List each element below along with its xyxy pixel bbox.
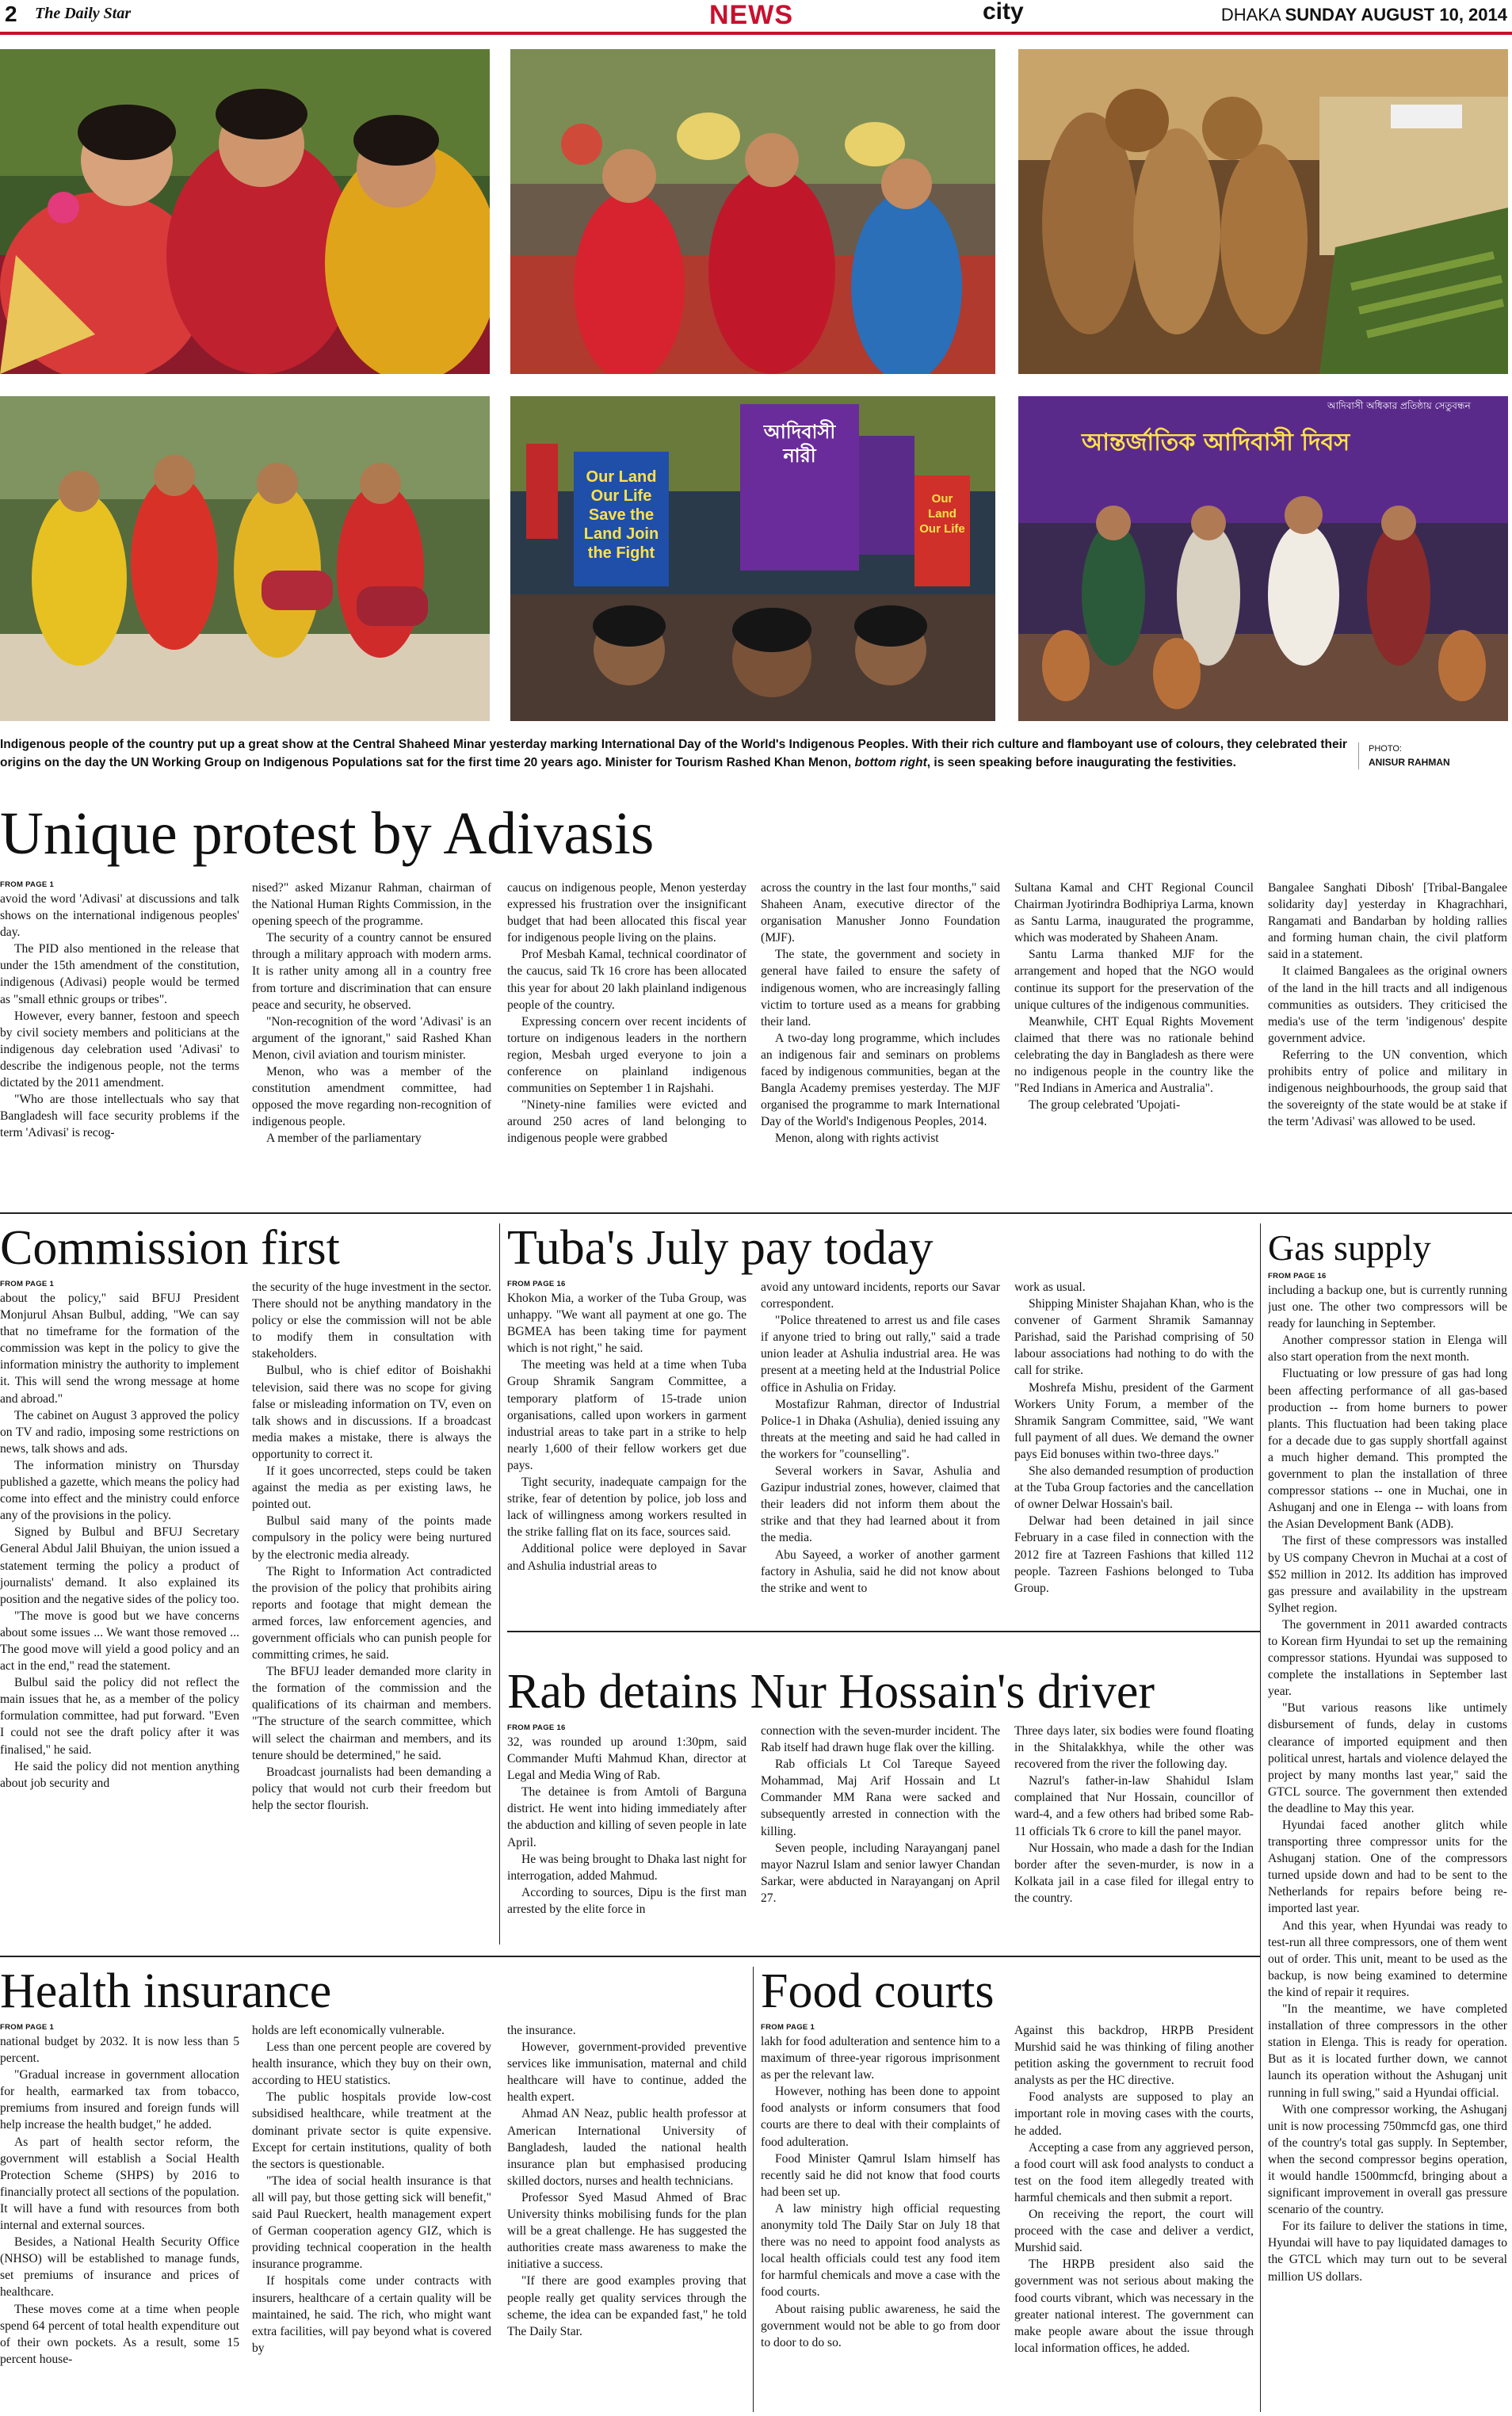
adivasi-col-1: FROM PAGE 1 avoid the word 'Adivasi' at discussions and talk shows on the international indigenous peoples' day. The PID also mentioned in the release that under the 15th amendment of the constitution, indigenous (Adivasi) people would be termed as "small ethnic groups or tribes". However, every banner, festoon and speech by civil society members and politicians at the indigenous day celebration used 'Adivasi' to describe the indigenous people, not the terms dictated by the 2011 amendment. "Who are those intellectuals who say that Bangladesh will face security problems if the term 'Adivasi' is recog- [0,880,239,1140]
page-masthead [0,0,1512,32]
gas-col-1: FROM PAGE 16 including a backup one, but is currently running just one. The other two compressors will be ready for launching in September. Another compressor station in Elenga will also start operation from the next month. Fluctuating or low pressure of gas had long been affecting performance of all gas-based production -- from home burners to power plants. This fluctuation had been taking place for a decade due to gas supply shortfall against a much higher demand. This prompted the government to plan the installation of three compressor stations -- one in Muchai, one in Ashuganj and one in Elenga -- with loans from the Asian Development Bank (ADB). The first of these compressors was installed by US company Chevron in Muchai at a cost of $52 million in 2012. Its addition has improved gas pressure and availability in the upstream Sylhet region. The government in 2011 awarded contracts to Korean firm Hyundai to set up the remaining compressor stations. Hyundai was supposed to complete the installations in September last year. "But various reasons like untimely disbursement of funds, delay in customs clearance of imported equipment and then political unrest, hartals and violence delayed the project by many months last year," said the GTCL source. The government then extended the deadline to May this year. Hyundai faced another glitch while transporting three compressor units for the Ashuganj station. One of the compressors turned upside down and had to be sent to the Netherlands for repairs before being re-imported last year. And this year, when Hyundai was ready to test-run all three compressors, one of them went out of order. This unit, meant to be used as the backup, is now being examined to determine the kind of repair it requires. "In the meantime, we have completed installation of three compressors in the other station in Elenga. This is ready for operation. But as it is located further down, we cannot launch its operation without the Ashuganj unit running in full swing," said a Hyundai official. With one compressor working, the Ashuganj unit is now processing 750mmcfd gas, one third of the country's total gas supply. In September, when the second compressor begins operation, it would handle 1500mmcfd, bringing about a significant improvement in overall gas pressure scenario of the country. For its failure to deliver the stations in time, Hyundai will have to pay liquidated damages to the GTCL which may turn out to be several million US dollars. [1268,1272,1507,2284]
commission-col-1: FROM PAGE 1 about the policy," said BFUJ President Monjurul Ahsan Bulbul, adding, "We can say that no timeframe for the formation of the commission was kept in the policy to give the information ministry the authority to implement it. This will send the wrong message at home and abroad." The cabinet on August 3 approved the policy on TV and radio, imposing some restrictions on news, talk shows and ads. The information ministry on Thursday published a gazette, which means the policy had come into effect and the ministry could enforce any of the provisions in the policy. Signed by Bulbul and BFUJ Secretary General Abdul Jalil Bhuiyan, the union issued a statement terming the policy a product of journalists' demand. It also explained its position and the negative sides of the policy too. "The move is good but we have concerns about some issues ... We want those removed ... The good move will yield a good policy and an act in the end," read the statement. Bulbul said the policy did not reflect the main issues that he, as a member of the policy formulation committee, had put forward. "Even I could not see the draft policy after it was finalised," he said. He said the policy did not mention anything about job security and [0,1280,239,1790]
adivasi-col-4: across the country in the last four months," said Shaheen Anam, executive director of the organisation Manusher Jonno Foundation (MJF). The state, the government and society in general have failed to ensure the safety of indigenous women, who are increasingly falling victim to torture used as a means for grabbing their land. A two-day long programme, which includes an indigenous fair and seminars on problems faced by indigenous communities, began at the Bangla Academy premises yesterday. The MJF organised the programme to mark International Day of the World's Indigenous Peoples, 2014. Menon, along with rights activist [761,881,1000,1146]
headline-health: Health insurance [0,1964,332,2018]
photo-caption: Indigenous people of the country put up a great show at the Central Shaheed Minar yesterday marking International Day of the World's Indigenous Peoples. With their rich culture and flamboyant use of colours, they celebrated their origins on the day the UN Working Group on Indigenous Populations sat for the first time 20 years ago. Minister for Tourism Rashed Khan Menon, bottom right, is seen speaking before inaugurating the festivities. [0,738,1347,769]
adivasi-col-5: Sultana Kamal and CHT Regional Council Chairman Jyotirindra Bodhipriya Larma, known as Santu Larma, inaugurated the programme, which was moderated by Shaheen Anam. Santu Larma thanked MJF for the arrangement and hoped that the NGO would continue its support for the preservation of the unique cultures of the indigenous communities. Meanwhile, CHT Equal Rights Movement claimed that there was no rationale behind celebrating the day in Bangladesh as there were no indigenous people in the country like the "Red Indians in America and Australia". The group celebrated 'Upojati- [1014,881,1254,1113]
headline-food: Food courts [761,1964,995,2018]
stage-banner-text: আন্তর্জাতিক আদিবাসী দিবস [1082,429,1350,456]
issue-date: DHAKA SUNDAY AUGUST 10, 2014 [1220,5,1507,25]
food-col-2: Against this backdrop, HRPB President Murshid said he was thinking of filing another petition asking the government to recruit food analysts as per the HC directive. Food analysts are supposed to play an important role in moving cases with the courts, he added. Accepting a case from any aggrieved person, a food court will ask food analysts to conduct a test on the food item allegedly treated with harmful chemicals and then submit a report. On receiving the report, the court will proceed with the case and deliver a verdict, Murshid said. The HRPB president also said the government was not serious about making the food courts vibrant, which was necessary in the greater national interest. The government can make people aware about the issue through local information offices, he added. [1014,2024,1254,2355]
photo-dancers-portrait [0,49,490,374]
adivasi-col-6: Bangalee Sanghati Dibosh' [Tribal-Bangalee solidarity day] yesterday in Khagrachhari, Rangamati and Bandarban by holding rallies and forming human chain, the civil platform said in a statement. It claimed Bangalees as the original owners of the land in the hill tracts and all indigenous communities as outsiders. They criticised the media's use of the term 'indigenous' despite government advice. Referring to the UN convention, which prohibits entry of police and military in indigenous neighbourhoods, the group said that the sovereignty of the state would be at stake if the term 'Adivasi' was allowed to be used. [1268,881,1507,1129]
photo-minister-speaking [1018,396,1508,721]
tuba-col-1: FROM PAGE 16 Khokon Mia, a worker of the Tuba Group, was unhappy. "We want all payment at one go. The BGMEA has been taking time for payment which is not right," he said. The meeting was held at a time when Tuba Group Shramik Sangram Committee, a temporary platform of 15-trade union organisations, called upon workers in garment industrial areas to take part in a strike to help nearly 1,600 of their fellow workers get due pays. Tight security, inadequate campaign for the strike, fear of detention by police, job loss and lack of willingness among workers resulted in the strike falling flat on its face, sources said. Additional police were deployed in Savar and Ashulia industrial areas to [507,1280,746,1573]
masthead-rule [0,32,1512,35]
tuba-col-2: avoid any untoward incidents, reports our Savar correspondent. "Police threatened to arrest us and file cases if anyone tried to bring out rally," said a trade union leader at Ashulia industrial area. He was present at a meeting held at the Industrial Police office in Ashulia on Friday. Mostafizur Rahman, director of Industrial Police-1 in Dhaka (Ashulia), denied issuing any threats at the meeting and said he had called in the workers for "counselling". Several workers in Savar, Ashulia and Gazipur industrial zones, however, claimed that their leaders did not inform them about the strike and that they had learned about it from the media. Abu Sayeed, a worker of another garment factory in Ashulia, said he did not know about the strike and went to [761,1281,1000,1595]
health-col-3: the insurance. However, government-provided preventive services like immunisation, maternal and child healthcare will have to continue, added the health expert. Ahmad AN Neaz, public health professor at American International University of Bangladesh, lauded the national health insurance plan but emphasised producing skilled doctors, nurses and health technicians. Professor Syed Masud Ahmed of Brac University thinks mobilising funds for the plan will be a great challenge. He has suggested the authorities create mass awareness to make the initiative a success. "If there are good examples proving that people really get quality services through the scheme, the idea can be expanded fast," he told The Daily Star. [507,2024,746,2338]
banner-text-our-land-2: Our Land Our Life [919,492,965,536]
newspaper-logo: The Daily Star [35,5,132,22]
health-col-1: FROM PAGE 1 national budget by 2032. It is now less than 5 percent. "Gradual increase in government allocation for health, earmarked tax from tobacco, premiums from insured and foreign funds will help increase the health budget," he added. As part of health sector reform, the government will establish a Social Health Protection Scheme (SHPS) by 2016 to financially protect all sections of the population. It will have a fund with resources from both internal and external sources. Besides, a National Health Security Office (NHSO) will be established to manage funds, set premiums of insurance and prices of healthcare. These moves come at a time when people spend 64 percent of total health expenditure out of their own pockets. As a result, some 15 percent house- [0,2023,239,2366]
photo-protest-banners [510,396,995,721]
banner-text-bangla: আদিবাসী নারী [763,421,836,467]
adivasi-col-2: nised?" asked Mizanur Rahman, chairman of the National Human Rights Commission, in the opening speech of the programme. The security of a country cannot be ensured through a military approach with modern arms. It is rather unity among all in a country free from torture and discrimination that can ensure peace and security, he observed. "Non-recognition of the word 'Adivasi' is an argument of the ignorant," said Rashed Khan Menon, civil aviation and tourism minister. Menon, who was a member of the constitution amendment committee, had opposed the move regarding non-recognition of indigenous people. A member of the parliamentary [252,881,491,1146]
rab-col-3: Three days later, six bodies were found floating in the Shitalakkhya, while the other was recovered from the river the following day. Nazrul's father-in-law Shahidul Islam complained that Nur Hossain, councillor of ward-4, and a few others had bribed some Rab-11 officials Tk 6 crore to kill the panel mayor. Nur Hossain, who made a dash for the Indian border after the seven-murder, is now in a Kolkata jail in a case filed for illegal entry to the country. [1014,1724,1254,1905]
photo-credit: PHOTO: ANISUR RAHMAN [1358,742,1509,769]
food-col-1: FROM PAGE 1 lakh for food adulteration and sentence him to a maximum of three-year rigorous imprisonment as per the relevant law. However, nothing has been done to appoint food analysts or inform consumers that food courts are there to deal with their complaints of food adulteration. Food Minister Qamrul Islam himself has recently said he did not know that food courts had been set up. A law ministry high official requesting anonymity told The Daily Star on July 18 that there was no need to appoint food analysts as local health officials could test any food item for harmful chemicals and move a case with the food courts. About raising public awareness, he said the government would not be able to go from door to door to do so. [761,2023,1000,2349]
divider-gas [1260,1223,1261,2412]
rab-col-1: FROM PAGE 16 32, was rounded up around 1:30pm, said Commander Mufti Mahmud Khan, director at Legal and Media Wing of Rab. The detainee is from Amtoli of Barguna district. He went into hiding immediately after the abduction and killing of seven people in late April. He was being brought to Dhaka last night for interrogation, added Mahmud. According to sources, Dipu is the first man arrested by the elite force in [507,1723,746,1916]
photo-dancers-crowd [510,49,995,374]
headline-commission: Commission first [0,1221,340,1275]
stage-top-text: আদিবাসী অধিকার প্রতিষ্ঠায় সেতুবন্ধন [1327,400,1471,411]
tuba-col-3: work as usual. Shipping Minister Shajahan Khan, who is the convener of Garment Shramik Samannay Parishad, said the Parishad comprising of 50 labour associations had nothing to do with the call for strike. Moshrefa Mishu, president of the Garment Workers Unity Forum, a member of the Shramik Sangram Committee, said, "We want full payment of all dues. We demand the owner pays Eid bonuses within two-three days." She also demanded resumption of production at the Tuba Group factories and the cancellation of owner Delwar Hossain's bail. Delwar had been detained in jail since February in a case filed in connection with the 2012 fire at Tazreen Fashions that killed 112 people. Tazreen Fashions belonged to Tuba Group. [1014,1281,1254,1595]
divider-health [0,1956,1260,1957]
photo-handicrafts [1018,49,1508,374]
adivasi-col-3: caucus on indigenous people, Menon yesterday expressed his frustration over the insignificant budget that had been allocated this fiscal year for indigenous people living on the plains. Prof Mesbah Kamal, technical coordinator of the caucus, said Tk 16 crore has been allocated this year for about 20 lakh plainland indigenous people of the country. Expressing concern over recent incidents of torture on indigenous leaders in the northern region, Mesbah urged everyone to join a conference on plainland indigenous communities on September 1 in Rajshahi. "Ninety-nine families were evicted and around 250 acres of land belonging to indigenous people were grabbed [507,881,746,1146]
section-name: NEWS [709,0,793,30]
rab-col-2: connection with the seven-murder incident. The Rab itself had drawn huge flak over the killing. Rab officials Lt Col Tareque Sayeed Mohammad, Maj Arif Hossain and Lt Commander MM Rana were sacked and subsequently arrested in connection with the killing. Seven people, including Narayanganj panel mayor Nazrul Islam and senior lawyer Chandan Sarkar, were abducted in Narayanganj on April 27. [761,1724,1000,1905]
divider-adivasi [0,1212,1512,1214]
banner-text-our-land: Our Land Our Life Save the Land Join the Fight [583,468,659,562]
divider-food [753,1967,754,2412]
divider-commission [499,1223,500,1945]
health-col-2: holds are left economically vulnerable. Less than one percent people are covered by health insurance, which they buy on their own, according to HEU statistics. The public hospitals provide low-cost subsidised healthcare, while treatment at the dominant private sector is quite expensive. Except for certain institutions, quality of both the sectors is questionable. "The idea of social health insurance is that all will pay, but those getting sick will benefit," said Paul Rueckert, health management expert of German cooperation agency GIZ, which is providing technical cooperation in the health insurance programme. If hospitals come under contracts with insurers, healthcare of a certain quality will be maintained, he said. The rich, who might want extra facilities, will pay beyond what is covered by [252,2024,491,2355]
headline-tuba: Tuba's July pay today [507,1221,934,1275]
divider-tuba [507,1631,1260,1632]
headline-adivasis: Unique protest by Adivasis [0,800,655,867]
commission-col-2: the security of the huge investment in the sector. There should not be anything mandatory in the policy or else the commission will not be able to modify them in consultation with stakeholders. Bulbul, who is chief editor of Boishakhi television, said there was no scope for giving false or misleading information on TV, even on talk shows and in discussions. If a broadcast media makes a mistake, there is always the opportunity to correct it. If it goes uncorrected, steps could be taken against the media as per existing laws, he pointed out. Bulbul said many of the points made compulsory in the policy were being nurtured by the electronic media already. The Right to Information Act contradicted the provision of the policy that prohibits airing reports and footage that might demean the armed forces, law enforcement agencies, and government officials who can punish people for committing crimes, he said. The BFUJ leader demanded more clarity in the formation of the commission and the qualifications of its chairman and members. "The structure of the search committee, which will select the chairman and members, and its tenure should be determined," he said. Broadcast journalists had been demanding a policy that would not curb their freedom but help the sector flourish. [252,1281,491,1812]
subsection-name: city [983,0,1024,25]
photo-drummers [0,396,490,721]
headline-rab: Rab detains Nur Hossain's driver [507,1665,1155,1719]
headline-gas: Gas supply [1268,1227,1431,1268]
page-number: 2 [5,2,17,26]
